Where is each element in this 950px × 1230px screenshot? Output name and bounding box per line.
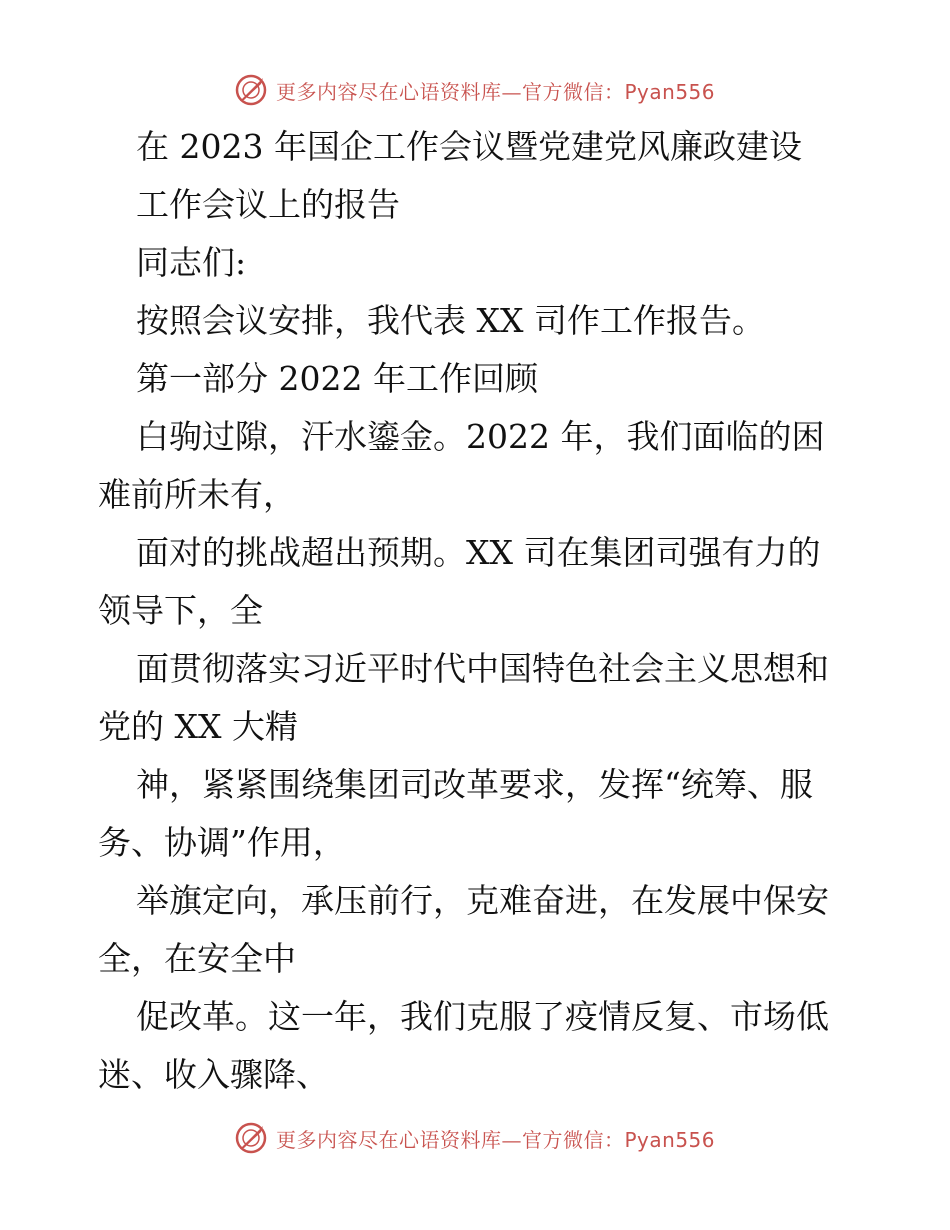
salutation: 同志们: xyxy=(136,243,247,282)
wechat-id: Pyan556 xyxy=(624,1127,716,1152)
body-line: 全，在安全中 xyxy=(98,939,296,978)
body-line: 面贯彻落实习近平时代中国特色社会主义思想和 xyxy=(136,649,829,688)
body-line: 难前所未有， xyxy=(98,475,296,514)
section-heading: 第一部分 2022 年工作回顾 xyxy=(136,359,538,398)
title-line-2: 工作会议上的报告 xyxy=(136,185,400,224)
watermark-label: 更多内容尽在心语资料库—官方微信： xyxy=(276,79,625,104)
body-line: 务、协调”作用， xyxy=(98,823,346,862)
body-line: 举旗定向，承压前行，克难奋进，在发展中保安 xyxy=(136,881,829,920)
watermark-banner-top xyxy=(234,70,715,110)
body-line: 迷、收入骤降、 xyxy=(98,1055,329,1094)
watermark-text xyxy=(276,76,715,105)
body-line: 白驹过隙，汗水鎏金。2022 年，我们面临的困 xyxy=(136,417,825,456)
document-body xyxy=(98,118,858,1104)
watermark-banner-bottom xyxy=(234,1118,715,1158)
body-line: 神，紧紧围绕集团司改革要求，发挥“统筹、服 xyxy=(136,765,813,804)
title-line-1: 在 2023 年国企工作会议暨党建党风廉政建设 xyxy=(136,127,802,166)
body-line: 按照会议安排，我代表 XX 司作工作报告。 xyxy=(136,301,765,340)
body-line: 促改革。这一年，我们克服了疫情反复、市场低 xyxy=(136,997,829,1036)
body-line: 党的 XX 大精 xyxy=(98,707,298,746)
watermark-text xyxy=(276,1124,715,1153)
body-line: 领导下，全 xyxy=(98,591,263,630)
watermark-label: 更多内容尽在心语资料库—官方微信： xyxy=(276,1127,625,1152)
body-line: 面对的挑战超出预期。XX 司在集团司强有力的 xyxy=(136,533,821,572)
wechat-id: Pyan556 xyxy=(624,79,716,104)
logo-icon xyxy=(234,73,268,107)
logo-icon xyxy=(234,1121,268,1155)
